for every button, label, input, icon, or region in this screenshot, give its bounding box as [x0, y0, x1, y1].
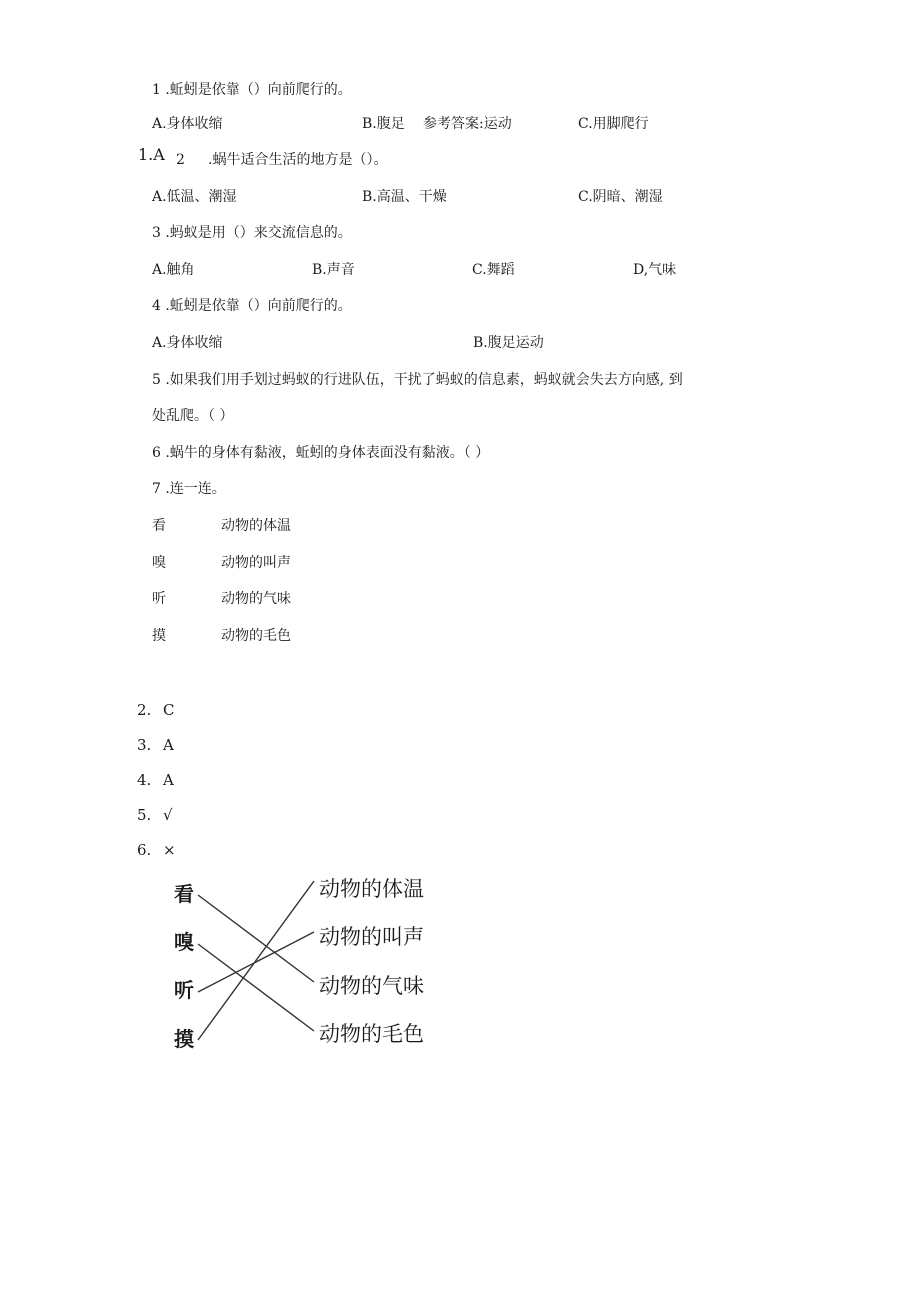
question-3-option-a: A.触角: [152, 262, 195, 278]
answer-value: C: [163, 701, 175, 719]
question-1-option-c: C.用脚爬行: [578, 116, 649, 132]
question-2-option-c: C.阴暗、潮湿: [578, 189, 663, 205]
question-7-right-item: 动物的叫声: [221, 555, 291, 571]
answer-matching-right-item: 动物的叫声: [319, 925, 424, 949]
question-3-option-b: B.声音: [312, 262, 355, 278]
question-2-option-b: B.高温、干燥: [362, 189, 447, 205]
question-3-option-c: C.舞蹈: [472, 262, 515, 278]
question-3-option-d: D,气味: [633, 262, 677, 278]
matching-line: [198, 895, 314, 982]
question-6-text: 6 .蜗牛的身体有黏液，蚯蚓的身体表面没有黏液。（ ）: [152, 445, 490, 461]
answer-matching-right-item: 动物的体温: [319, 877, 424, 901]
question-7-left-item: 听: [152, 591, 166, 607]
question-2-number: 2: [176, 152, 185, 168]
question-3-text: 3 .蚂蚁是用（）来交流信息的。: [152, 225, 352, 241]
question-4-option-b: B.腹足运动: [473, 335, 544, 351]
matching-line: [198, 881, 314, 1040]
answer-matching-right-item: 动物的毛色: [319, 1022, 424, 1046]
matching-line: [198, 932, 314, 992]
question-1-option-a: A.身体收缩: [152, 116, 223, 132]
question-4-text: 4 .蚯蚓是依靠（）向前爬行的。: [152, 298, 352, 314]
question-4-option-a: A.身体收缩: [152, 335, 223, 351]
question-2-option-a: A.低温、潮湿: [152, 189, 237, 205]
answer-number: 6.: [137, 841, 152, 859]
question-5-line-1: 5 .如果我们用手划过蚂蚁的行进队伍，干扰了蚂蚁的信息素，蚂蚁就会失去方向感, 到: [152, 372, 683, 388]
answer-number: 4.: [137, 771, 152, 789]
question-5-line-2: 处乱爬。（ ）: [152, 408, 234, 424]
answer-matching-left-item: 看: [174, 882, 194, 906]
answer-matching-left-item: 嗅: [174, 930, 194, 954]
answer-matching-right-item: 动物的气味: [319, 974, 424, 998]
answer-number: 3.: [137, 736, 152, 754]
answer-1: 1.A: [138, 145, 165, 164]
question-7-right-item: 动物的气味: [221, 591, 291, 607]
question-7-text: 7 .连一连。: [152, 481, 226, 497]
question-1-option-b: B.腹足: [362, 116, 405, 132]
answer-number: 2.: [137, 701, 152, 719]
question-2-text: .蜗牛适合生活的地方是（）。: [208, 152, 388, 168]
answer-matching-left-item: 摸: [174, 1027, 194, 1051]
answer-value: √: [163, 806, 173, 824]
question-7-left-item: 摸: [152, 628, 166, 644]
answer-number: 5.: [137, 806, 152, 824]
question-1-text: 1 .蚯蚓是依靠（）向前爬行的。: [152, 82, 352, 98]
answer-matching-left-item: 听: [174, 978, 194, 1002]
question-7-right-item: 动物的体温: [221, 518, 291, 534]
answer-value: A: [163, 771, 174, 789]
question-7-left-item: 看: [152, 518, 166, 534]
answer-value: ×: [163, 841, 176, 859]
question-7-left-item: 嗅: [152, 555, 166, 571]
answer-value: A: [163, 736, 174, 754]
answer-overlay-text: 参考答案:运动: [423, 116, 512, 132]
matching-line: [198, 944, 314, 1031]
question-7-right-item: 动物的毛色: [221, 628, 291, 644]
